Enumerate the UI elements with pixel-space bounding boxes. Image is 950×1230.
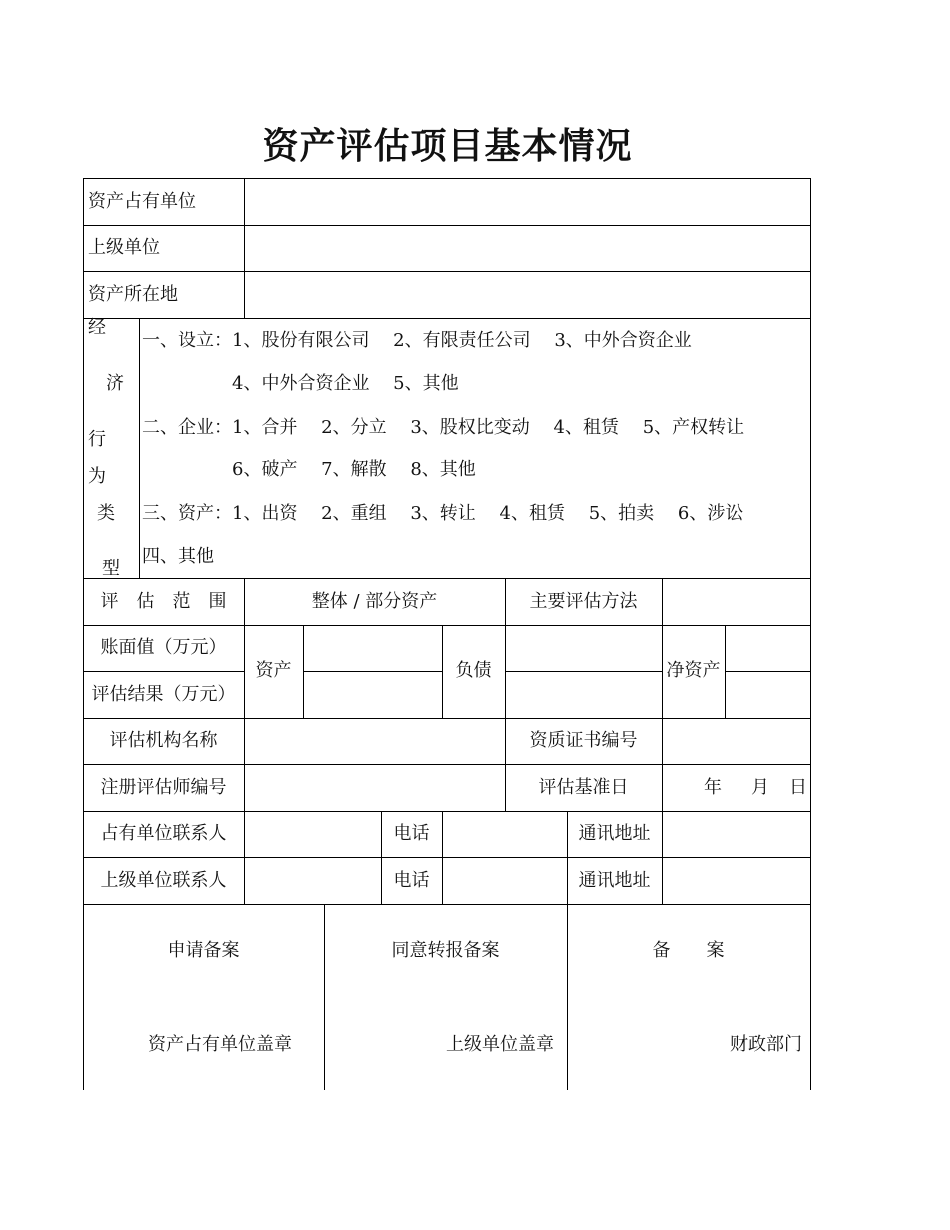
asset-location-label: 资产所在地: [88, 284, 178, 305]
scope-label: 评 估 范 围: [100, 591, 227, 612]
row-divider: [83, 718, 811, 719]
owner-seal-label: 资产占有单位盖章: [148, 1034, 292, 1055]
row-divider: [83, 318, 811, 319]
superior-seal-label: 上级单位盖章: [446, 1034, 554, 1055]
column-divider: [303, 625, 304, 718]
row-divider: [83, 225, 811, 226]
row-divider: [303, 671, 443, 672]
method-label: 主要评估方法: [529, 591, 638, 612]
column-divider: [662, 578, 663, 904]
label-char: 行: [88, 429, 106, 450]
column-divider: [567, 904, 568, 1090]
column-divider: [324, 904, 325, 1090]
column-divider: [442, 811, 443, 904]
row-divider: [83, 271, 811, 272]
row-divider: [83, 671, 244, 672]
label-char: 型: [102, 558, 120, 579]
assets-label: 资产: [255, 660, 292, 681]
row-divider: [725, 671, 811, 672]
superior-address-label: 通讯地址: [578, 870, 651, 891]
net-assets-label: 净资产: [666, 660, 721, 681]
behavior-line-other: 四、其他: [142, 546, 214, 567]
owner-phone-label: 电话: [393, 823, 430, 844]
column-divider: [725, 625, 726, 718]
superior-unit-label: 上级单位: [88, 237, 160, 258]
owner-unit-label: 资产占有单位: [88, 191, 196, 212]
column-divider: [139, 318, 140, 578]
table-border-top: [83, 178, 811, 179]
behavior-line-enterprise: 二、企业：1、合并 2、分立 3、股权比变动 4、租赁 5、产权转让: [142, 417, 745, 438]
apply-filing-label: 申请备案: [167, 940, 240, 961]
finance-dept-label: 财政部门: [730, 1034, 802, 1055]
agree-filing-label: 同意转报备案: [391, 940, 500, 961]
result-label: 评估结果（万元）: [91, 684, 236, 705]
certificate-number-label: 资质证书编号: [529, 730, 638, 751]
row-divider: [83, 811, 811, 812]
date-year: 年: [704, 777, 722, 798]
column-divider: [505, 625, 506, 718]
date-day: 日: [789, 777, 807, 798]
date-month: 月: [751, 777, 769, 798]
scope-value: 整体 / 部分资产: [311, 591, 438, 612]
owner-contact-label: 占有单位联系人: [100, 823, 227, 844]
column-divider: [244, 578, 245, 904]
page-title: 资产评估项目基本情况: [262, 125, 633, 167]
row-divider: [83, 764, 811, 765]
row-divider: [83, 578, 811, 579]
filing-label: 备 案: [652, 940, 725, 961]
table-border-right: [810, 178, 811, 1090]
base-date-label: 评估基准日: [538, 777, 629, 798]
row-divider: [83, 625, 811, 626]
superior-contact-label: 上级单位联系人: [100, 870, 227, 891]
liabilities-label: 负债: [455, 660, 492, 681]
label-char: 为: [88, 466, 106, 487]
label-char: 经: [88, 317, 106, 338]
behavior-line-enterprise-cont: 6、破产 7、解散 8、其他: [142, 459, 476, 480]
row-divider: [83, 904, 811, 905]
book-value-label: 账面值（万元）: [100, 637, 227, 658]
row-divider: [83, 857, 811, 858]
row-divider: [505, 671, 662, 672]
column-divider: [244, 178, 245, 318]
label-char: 类: [97, 503, 115, 524]
owner-address-label: 通讯地址: [578, 823, 651, 844]
institution-name-label: 评估机构名称: [109, 730, 218, 751]
behavior-line-setup-cont: 4、中外合资企业 5、其他: [142, 373, 459, 394]
behavior-line-assets: 三、资产：1、出资 2、重组 3、转让 4、租赁 5、拍卖 6、涉讼: [142, 503, 744, 524]
superior-phone-label: 电话: [393, 870, 430, 891]
label-char: 济: [106, 373, 124, 394]
behavior-line-setup: 一、设立：1、股份有限公司 2、有限责任公司 3、中外合资企业: [142, 330, 692, 351]
appraiser-number-label: 注册评估师编号: [100, 777, 227, 798]
